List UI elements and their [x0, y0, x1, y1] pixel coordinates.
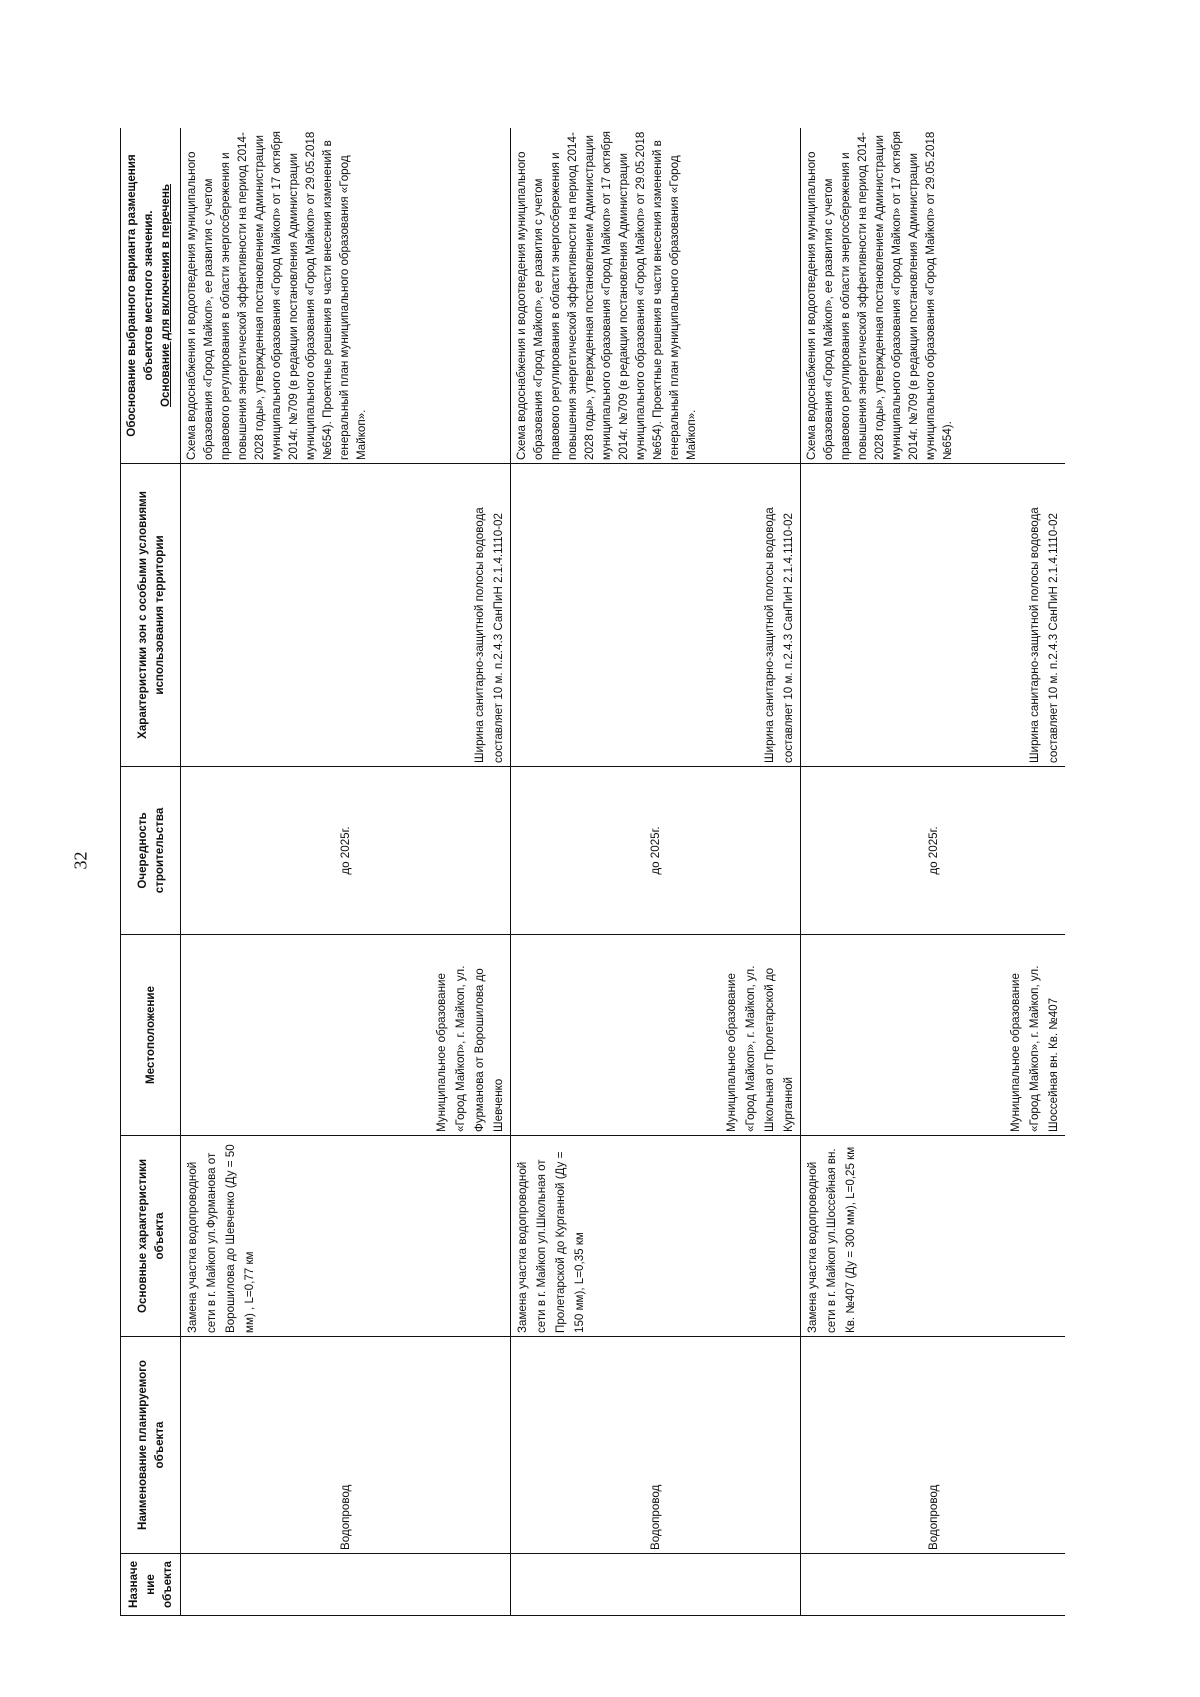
cell-queue: до 2025г. — [511, 767, 801, 935]
cell-basis: Схема водоснабжения и водоотведения муниципального образования «Город Майкоп», ее развития с учетом правового регулирования в области энергосбережения и повышения энергетической эффективности на период 2014-2028 годы», утвержденная постановлением Администрации муниципального образования «Город Майкоп» от 17 октября 2014г. №709 (в редакции постановления Администрации муниципального образования «Город Майкоп» от 29.05.2018 №654). — [801, 128, 1066, 464]
header-basis — [121, 128, 181, 464]
table-rotated-container — [120, 128, 1065, 1616]
cell-location: Муниципальное образование «Город Майкоп», г. Майкоп, ул. Фурманова от Ворошилова до Шевченко — [181, 935, 511, 1136]
cell-name: Водопровод — [511, 1337, 801, 1554]
cell-name: Водопровод — [801, 1337, 1066, 1554]
cell-characteristics: Замена участка водопроводной сети в г. Майкоп ул.Фурманова от Ворошилова до Шевченко (Ду = 50 мм) , L=0,77 км — [181, 1136, 511, 1337]
header-queue: Очередность строительства — [121, 767, 181, 935]
header-characteristics: Основные характеристики объекта — [121, 1136, 181, 1337]
table-row — [801, 128, 1066, 1616]
document-body — [120, 128, 1065, 1616]
cell-basis: Схема водоснабжения и водоотведения муниципального образования «Город Майкоп», ее развития с учетом правового регулирования в области энергосбережения и повышения энергетической эффективности на период 2014-2028 годы», утвержденная постановлением Администрации муниципального образования «Город Майкоп» от 17 октября 2014г. №709 (в редакции постановления Администрации муниципального образования «Город Майкоп» от 29.05.2018 №654). Проектные решения в части внесения изменений в генеральный план муниципального образования «Город Майкоп». — [181, 128, 511, 464]
cell-zones: Ширина санитарно-защитной полосы водовода составляет 10 м. п.2.4.3 СанПиН 2.1.4.1110-02 — [181, 464, 511, 767]
cell-characteristics: Замена участка водопроводной сети в г. Майкоп ул.Шоссейная вн. Кв. №407 (Ду = 300 мм), L=0,25 км — [801, 1136, 1066, 1337]
header-basis-line2: Основание для включения в перечень — [159, 183, 172, 408]
cell-queue: до 2025г. — [801, 767, 1066, 935]
header-purpose: Назначение объекта — [121, 1554, 181, 1616]
cell-location: Муниципальное образование «Город Майкоп», г. Майкоп, ул. Шоссейная вн. Кв. №407 — [801, 935, 1066, 1136]
cell-characteristics: Замена участка водопроводной сети в г. Майкоп ул.Школьная от Пролетарской до Курганной (Ду = 150 мм), L=0,35 км — [511, 1136, 801, 1337]
cell-basis: Схема водоснабжения и водоотведения муниципального образования «Город Майкоп», ее развития с учетом правового регулирования в области энергосбережения и повышения энергетической эффективности на период 2014-2028 годы», утвержденная постановлением Администрации муниципального образования «Город Майкоп» от 17 октября 2014г. №709 (в редакции постановления Администрации муниципального образования «Город Майкоп» от 29.05.2018 №654). Проектные решения в части внесения изменений в генеральный план муниципального образования «Город Майкоп». — [511, 128, 801, 464]
table-row — [181, 128, 511, 1616]
cell-location: Муниципальное образование «Город Майкоп», г. Майкоп, ул. Школьная от Пролетарской до Курганной — [511, 935, 801, 1136]
header-basis-line1: Обоснование выбранного варианта размещения объектов местного значения. — [125, 154, 155, 437]
cell-zones: Ширина санитарно-защитной полосы водовода составляет 10 м. п.2.4.3 СанПиН 2.1.4.1110-02 — [801, 464, 1066, 767]
cell-purpose — [511, 1554, 801, 1616]
header-location: Местоположение — [121, 935, 181, 1136]
header-name: Наименование планируемого объекта — [121, 1337, 181, 1554]
cell-purpose — [181, 1554, 511, 1616]
cell-name: Водопровод — [181, 1337, 511, 1554]
cell-purpose — [801, 1554, 1066, 1616]
cell-queue: до 2025г. — [181, 767, 511, 935]
page-number: 32 — [70, 851, 91, 870]
cell-zones: Ширина санитарно-защитной полосы водовода составляет 10 м. п.2.4.3 СанПиН 2.1.4.1110-02 — [511, 464, 801, 767]
header-zones: Характеристики зон с особыми условиями использования территории — [121, 464, 181, 767]
table-header-row — [121, 128, 181, 1616]
planned-objects-table — [120, 128, 1065, 1616]
table-row — [511, 128, 801, 1616]
